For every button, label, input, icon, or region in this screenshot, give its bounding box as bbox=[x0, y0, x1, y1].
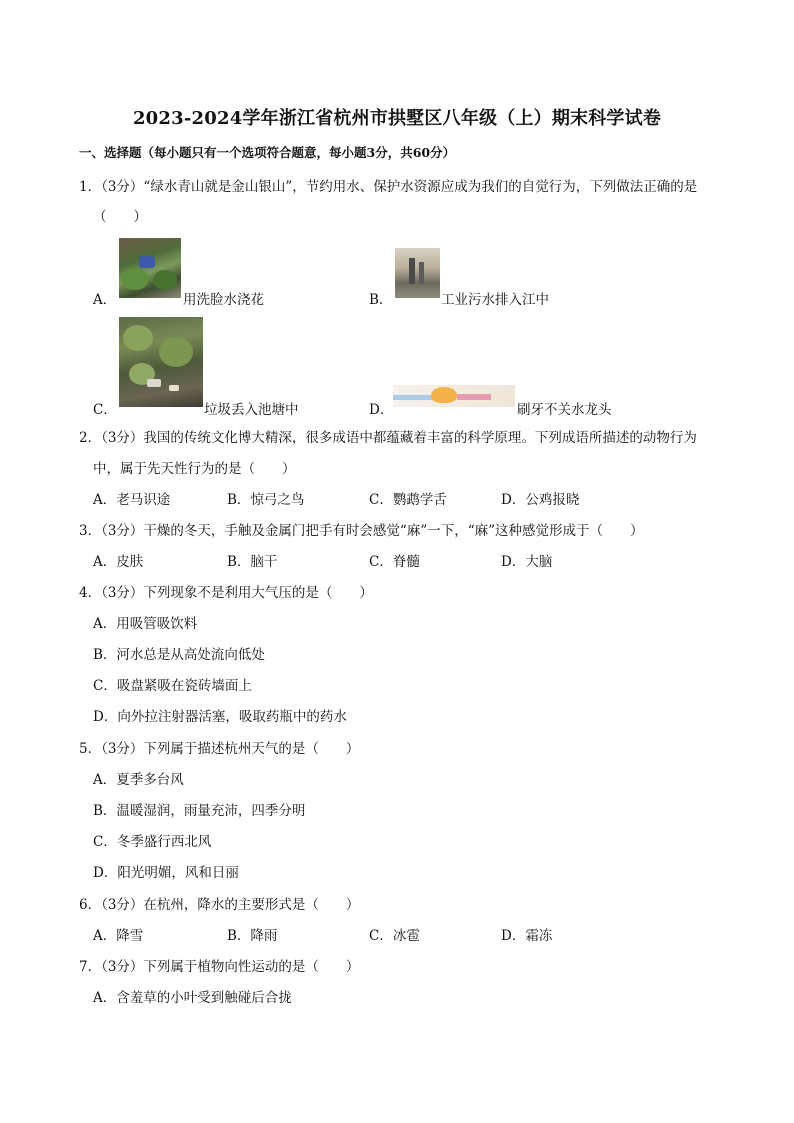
question-6-option-c[interactable]: C．冰雹 bbox=[369, 928, 420, 944]
question-3-option-b[interactable]: B．脑干 bbox=[227, 554, 278, 570]
question-6-option-d[interactable]: D．霜冻 bbox=[501, 928, 553, 944]
question-4-stem: 4．（3分）下列现象不是利用大气压的是（ ） bbox=[79, 585, 373, 601]
question-1-stem-cont: （ ） bbox=[93, 209, 147, 225]
question-1-option-b-text[interactable]: 工业污水排入江中 bbox=[441, 292, 549, 308]
question-5-option-b[interactable]: B．温暖湿润，雨量充沛，四季分明 bbox=[93, 803, 306, 819]
option-a-image bbox=[119, 238, 181, 298]
question-1-option-a-letter[interactable]: A． bbox=[93, 292, 117, 308]
question-5-stem: 5．（3分）下列属于描述杭州天气的是（ ） bbox=[79, 741, 360, 757]
question-6-option-b[interactable]: B．降雨 bbox=[227, 928, 278, 944]
question-3-option-d[interactable]: D．大脑 bbox=[501, 554, 553, 570]
question-2-option-c[interactable]: C．鹦鹉学舌 bbox=[369, 492, 447, 508]
question-1-option-a-text[interactable]: 用洗脸水浇花 bbox=[183, 292, 264, 308]
question-4-option-a[interactable]: A．用吸管吸饮料 bbox=[93, 616, 198, 632]
question-6-stem: 6．（3分）在杭州，降水的主要形式是（ ） bbox=[79, 897, 360, 913]
question-7-option-a[interactable]: A．含羞草的小叶受到触碰后合拢 bbox=[93, 990, 292, 1006]
option-d-image bbox=[393, 385, 515, 407]
question-7-stem: 7．（3分）下列属于植物向性运动的是（ ） bbox=[79, 959, 360, 975]
section-heading: 一、选择题（每小题只有一个选项符合题意，每小题3分，共60分） bbox=[79, 145, 456, 160]
question-1-option-d-text[interactable]: 刷牙不关水龙头 bbox=[517, 402, 612, 418]
question-2-stem-cont: 中，属于先天性行为的是（ ） bbox=[93, 461, 296, 477]
option-c-image bbox=[119, 317, 203, 407]
question-1-option-c-letter[interactable]: C． bbox=[93, 402, 117, 418]
question-2-option-b[interactable]: B．惊弓之鸟 bbox=[227, 492, 305, 508]
option-b-image bbox=[395, 248, 440, 298]
question-1-option-c-text[interactable]: 垃圾丢入池塘中 bbox=[204, 402, 299, 418]
question-3-option-c[interactable]: C．脊髓 bbox=[369, 554, 420, 570]
question-1-stem: 1．（3分）“绿水青山就是金山银山”，节约用水、保护水资源应成为我们的自觉行为，下列做法正确的是 bbox=[79, 179, 698, 195]
question-6-option-a[interactable]: A．降雪 bbox=[93, 928, 144, 944]
question-2-stem: 2．（3分）我国的传统文化博大精深，很多成语中都蕴藏着丰富的科学原理。下列成语所描述的动物行为 bbox=[79, 430, 697, 446]
question-2-option-a[interactable]: A．老马识途 bbox=[93, 492, 171, 508]
question-5-option-a[interactable]: A．夏季多台风 bbox=[93, 772, 184, 788]
question-3-option-a[interactable]: A．皮肤 bbox=[93, 554, 144, 570]
question-1-option-d-letter[interactable]: D． bbox=[369, 402, 394, 418]
question-5-option-c[interactable]: C．冬季盛行西北风 bbox=[93, 834, 212, 850]
question-4-option-d[interactable]: D．向外拉注射器活塞，吸取药瓶中的药水 bbox=[93, 709, 347, 725]
paper-title: 2023-2024学年浙江省杭州市拱墅区八年级（上）期末科学试卷 bbox=[132, 108, 662, 129]
question-4-option-c[interactable]: C．吸盘紧吸在瓷砖墙面上 bbox=[93, 678, 252, 694]
question-1-option-b-letter[interactable]: B． bbox=[369, 292, 393, 308]
question-5-option-d[interactable]: D．阳光明媚，风和日丽 bbox=[93, 865, 239, 881]
question-3-stem: 3．（3分）干燥的冬天，手触及金属门把手有时会感觉“麻”一下，“麻”这种感觉形成于（ ） bbox=[79, 523, 644, 539]
question-2-option-d[interactable]: D．公鸡报晓 bbox=[501, 492, 580, 508]
question-4-option-b[interactable]: B．河水总是从高处流向低处 bbox=[93, 647, 265, 663]
